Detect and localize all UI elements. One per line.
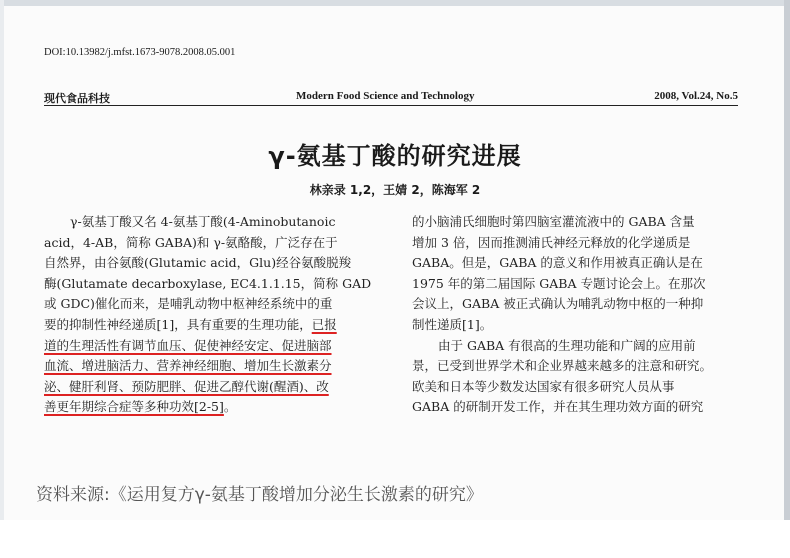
paragraph-line	[44, 315, 380, 336]
paragraph-line	[44, 336, 380, 357]
highlighted-text: 道的生理活性有调节血压、促使神经安定、促进脑部	[44, 337, 332, 353]
paragraph-text: 。	[223, 399, 237, 415]
paragraph-line: 欧美和日本等少数发达国家有很多研究人员从事	[412, 378, 675, 394]
paragraph-line: GABA 的研制开发工作，并在其生理功效方面的研究	[412, 399, 704, 415]
paragraph-line: 制性递质[1]。	[412, 316, 493, 332]
paragraph-line: 由于 GABA 有很高的生理功能和广阔的应用前	[438, 337, 696, 353]
paragraph-line: 自然界，由谷氨酸(Glutamic acid，Glu)经谷氨酸脱羧	[44, 255, 352, 271]
left-column	[44, 212, 380, 418]
paragraph-line: 或 GDC)催化而来，是哺乳动物中枢神经系统中的重	[44, 296, 333, 312]
paragraph-line: 会议上，GABA 被正式确认为哺乳动物中枢的一种抑	[412, 296, 704, 312]
right-column	[412, 212, 738, 418]
doi-text: DOI:10.13982/j.mfst.1673-9078.2008.05.001	[44, 47, 236, 58]
article-authors: 林亲录 1,2，王婧 2，陈海军 2	[309, 183, 481, 197]
footer-area	[0, 520, 790, 558]
paragraph-line: 1975 年的第二届国际 GABA 专题讨论会上。在那次	[412, 275, 706, 291]
paragraph-line	[44, 377, 380, 398]
paragraph-line	[44, 397, 380, 418]
paragraph-line: γ-氨基丁酸又名 4-氨基丁酸(4-Aminobutanoic	[70, 214, 336, 229]
source-caption: 资料来源:《运用复方γ-氨基丁酸增加分泌生长激素的研究》	[36, 485, 483, 505]
paragraph-line: 酶(Glutamate decarboxylase, EC4.1.1.15，简称 GAD	[44, 275, 372, 291]
journal-issue: 2008, Vol.24, No.5	[654, 90, 738, 102]
journal-name-en: Modern Food Science and Technology	[296, 90, 475, 102]
highlighted-text: 已报	[311, 316, 337, 332]
paragraph-text: 要的抑制性神经递质[1]，具有重要的生理功能，	[44, 316, 312, 332]
journal-name-cn: 现代食品科技	[44, 92, 110, 105]
paragraph-line	[44, 356, 380, 377]
highlighted-text: 善更年期综合症等多种功效[2-5]	[44, 399, 224, 415]
paragraph-line: acid，4-AB，简称 GABA)和 γ-氨酪酸，广泛存在于	[44, 234, 338, 250]
paragraph-line: 增加 3 倍，因而推测浦氏神经元释放的化学递质是	[412, 234, 691, 250]
article-title: γ-氨基丁酸的研究进展	[268, 142, 522, 170]
paragraph-line: GABA。但是，GABA 的意义和作用被真正确认是在	[412, 255, 703, 271]
paragraph-line: 的小脑浦氏细胞时第四脑室灌流液中的 GABA 含量	[412, 214, 695, 229]
paragraph-line: 景，已受到世界学术和企业界越来越多的注意和研究。	[412, 358, 713, 374]
highlighted-text: 血流、增进脑活力、营养神经细胞、增加生长激素分	[44, 358, 332, 374]
frame-right	[784, 0, 790, 520]
header-rule	[44, 105, 738, 106]
highlighted-text: 泌、健肝利肾、预防肥胖、促进乙醇代谢(醒酒)、改	[44, 378, 329, 394]
